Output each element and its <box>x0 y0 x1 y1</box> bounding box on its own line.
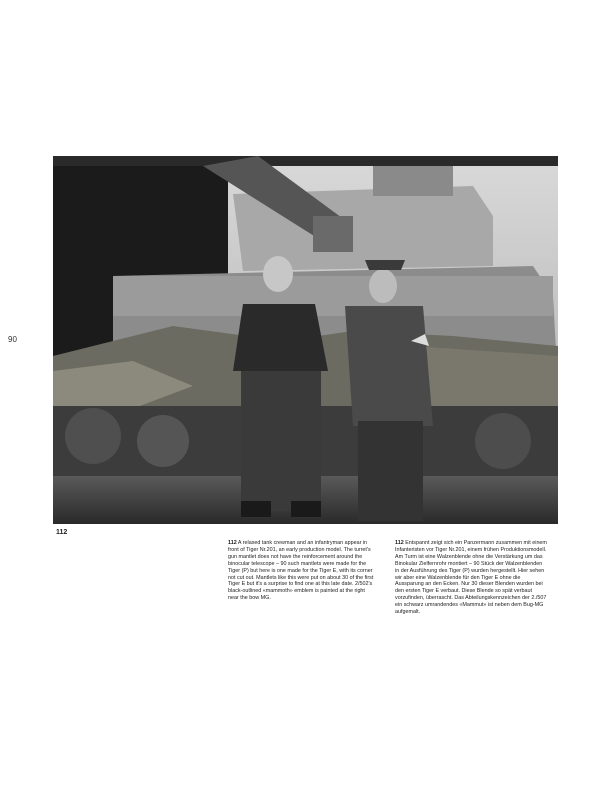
tank-crew-photograph <box>53 156 558 524</box>
figure-number: 112 <box>56 529 68 536</box>
caption-german-text: Entspannt zeigt sich ein Panzermann zusammen mit einem Infanteristen vor Tiger Nr.201, einem frühen Produktionsmodell. Am Turm ist eine Walzenblende ohne die Verstärkung um das Binokular Zielfernrohr montiert – 90 Stück der Walzenblenden in der Ausführung des Tiger (P) wurden hergestellt. Hier sehen wir aber eine Walzenblende für den Tiger E ohne die Aussparung an den Ecken. Nur 30 dieser Blenden wurden bei den ersten Tiger E verbaut. Diese Blende so spät verbaut vorzufinden, überrascht. Das Abteilungskennzeichen der 2./507 ein schwarz umrandendes «Mammut» ist neben dem Bug-MG aufgemalt. <box>395 540 547 616</box>
caption-german-number: 112 <box>395 540 404 546</box>
caption-english-text: A relaxed tank crewman and an infantryman appear in front of Tiger Nr.201, an early production model. The turret's gun mantlet does not have the reinforcement around the binocular telescope – 90 such mantlets were made for the Tiger (P) but here is one made for the Tiger E, with its corner not cut out. Mantlets like this were put on about 30 of the first Tiger E but it's a surprise to find one at this late date. 2/502's black-outlined «mammoth» emblem is painted at the right near the bow MG. <box>228 540 374 602</box>
caption-english <box>228 540 376 602</box>
page-number: 90 <box>8 335 17 344</box>
caption-german <box>395 540 547 616</box>
caption-english-number: 112 <box>228 540 237 546</box>
